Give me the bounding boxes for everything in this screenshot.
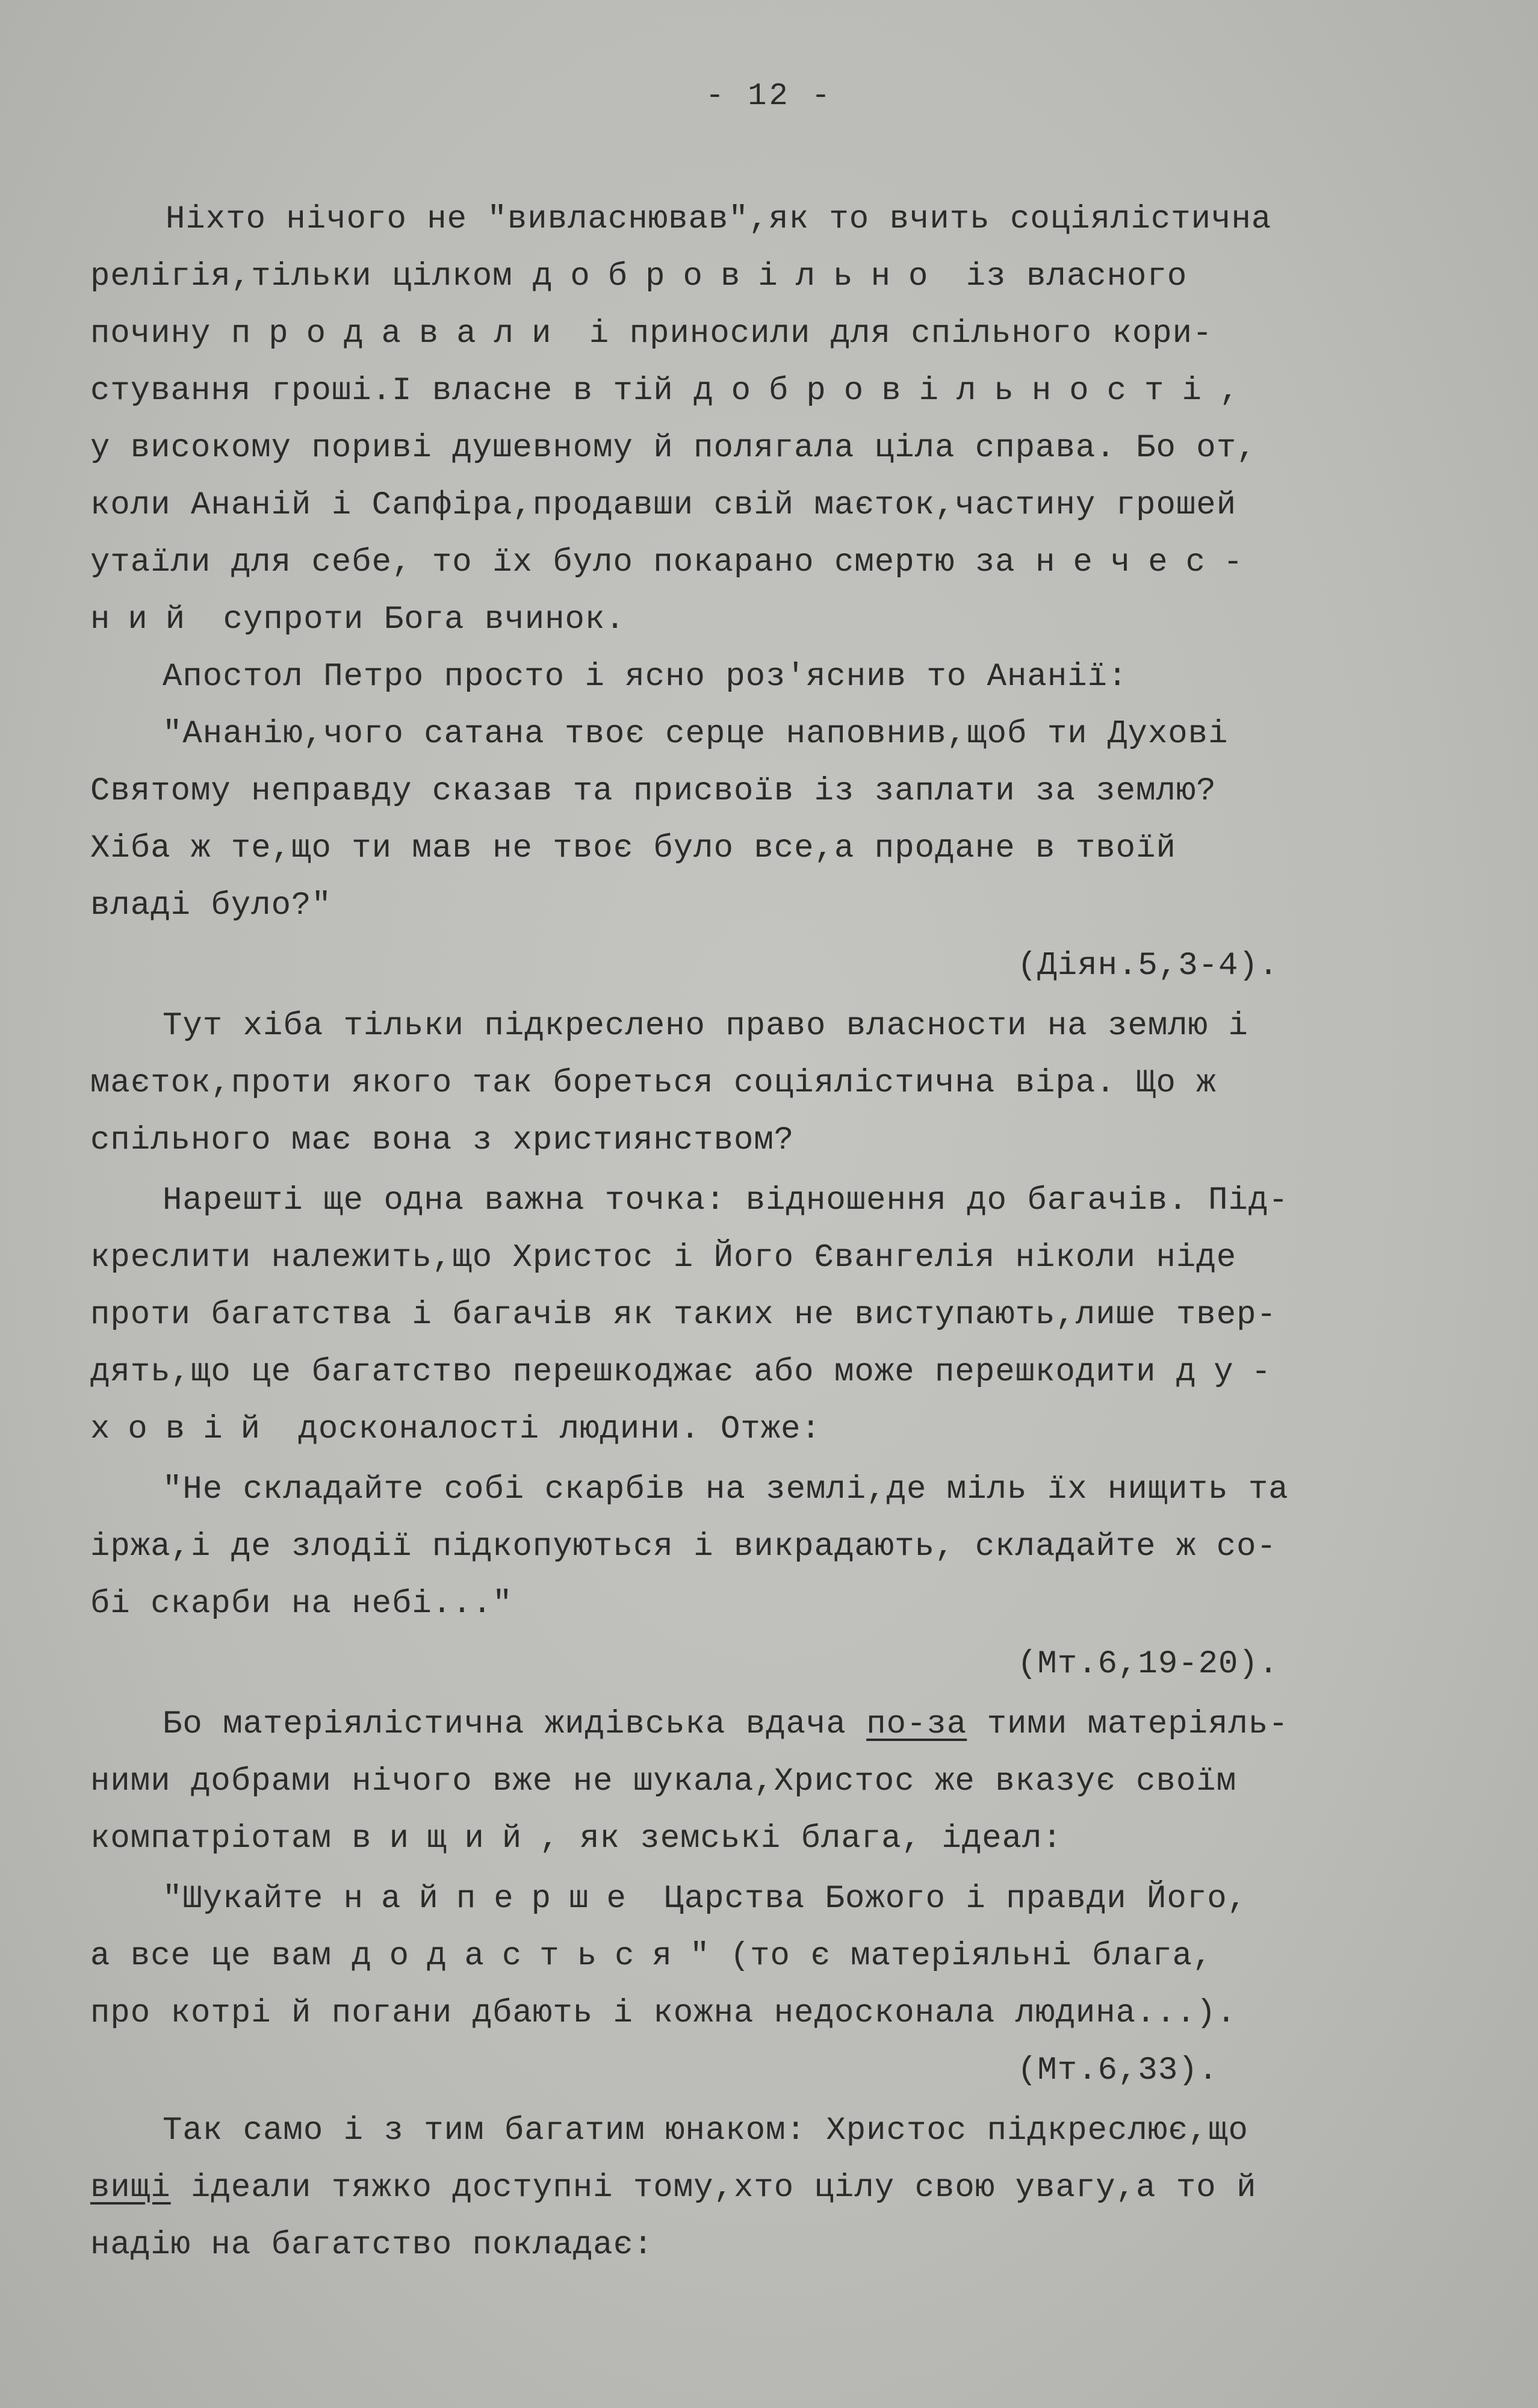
text-line: "Шукайте найперше Царства Божого і правди Його, [163,1881,1248,1917]
text-line: дять,що це багатство перешкоджає або може перешкодити ду- [90,1354,1289,1391]
page-number: - 12 - [705,78,833,114]
text-line: релігія,тільки цілком добровільно із власного [90,258,1188,295]
text-line: утаїли для себе, то їх було покарано смертю за нечес- [90,544,1261,581]
text-line: коли Ананій і Сапфіра,продавши свій маєток,частину грошей [90,487,1237,524]
text-line: компатріотам вищий, як земські блага, ідеал: [90,1820,1062,1857]
text-line: проти багатства і багачів як таких не виступають,лише твер- [90,1297,1277,1333]
text-line: Тут хіба тільки підкреслено право власности на землю і [163,1008,1248,1044]
text-line: Святому неправду сказав та присвоїв із заплати за землю? [90,773,1217,810]
text-line: вищі ідеали тяжко доступні тому,хто цілу свою увагу,а то й [90,2170,1257,2206]
text-line: стування гроші.І власне в тій добровільності, [90,373,1240,409]
text-line: Бо матеріялістична жидівська вдача по-за тими матеріяль- [163,1706,1289,1743]
citation: (Мт.6,33). [1017,2052,1219,2089]
text-line: а все це вам додасться" (то є матеріяльні блага, [90,1938,1213,1975]
text-line: Апостол Петро просто і ясно роз'яснив то Ананії: [163,659,1128,695]
text-line: "Не складайте собі скарбів на землі,де міль їх нищить та [163,1471,1289,1508]
text-line: владі було?" [90,887,332,924]
text-line: Так само і з тим багатим юнаком: Христос підкреслює,що [163,2112,1248,2149]
text-line: Хіба ж те,що ти мав не твоє було все,а продане в твоїй [90,830,1176,867]
text-line: ний супроти Бога вчинок. [90,601,625,638]
citation: (Діян.5,3-4). [1017,948,1279,984]
text-line: "Ананію,чого сатана твоє серце наповнив,щоб ти Духові [163,716,1229,752]
text-line: у високому пориві душевному й полягала ціла справа. Бо от, [90,430,1257,467]
text-line: креслити належить,що Христос і Його Євангелія ніколи ніде [90,1240,1237,1276]
text-line: іржа,і де злодії підкопуються і викрадають, складайте ж со- [90,1528,1277,1565]
text-line: почину продавали і приносили для спільного кори- [90,315,1213,352]
text-line: надію на багатство покладає: [90,2227,654,2264]
text-line: ними добрами нічого вже не шукала,Христос же вказує своїм [90,1763,1237,1800]
text-line: Ніхто нічого не "вивласнював",як то вчить соціялістична [166,201,1272,238]
text-line: про котрі й погани дбають і кожна недосконала людина...). [90,1995,1237,2032]
text-line: спільного має вона з християнством? [90,1122,795,1159]
text-line: маєток,проти якого так бореться соціялістична віра. Що ж [90,1065,1217,1102]
text-line: ховій досконалості людини. Отже: [90,1411,821,1448]
text-line: Нарешті ще одна важна точка: відношення до багачів. Під- [163,1182,1289,1219]
text-line: бі скарби на небі..." [90,1586,513,1622]
citation: (Мт.6,19-20). [1017,1646,1279,1683]
